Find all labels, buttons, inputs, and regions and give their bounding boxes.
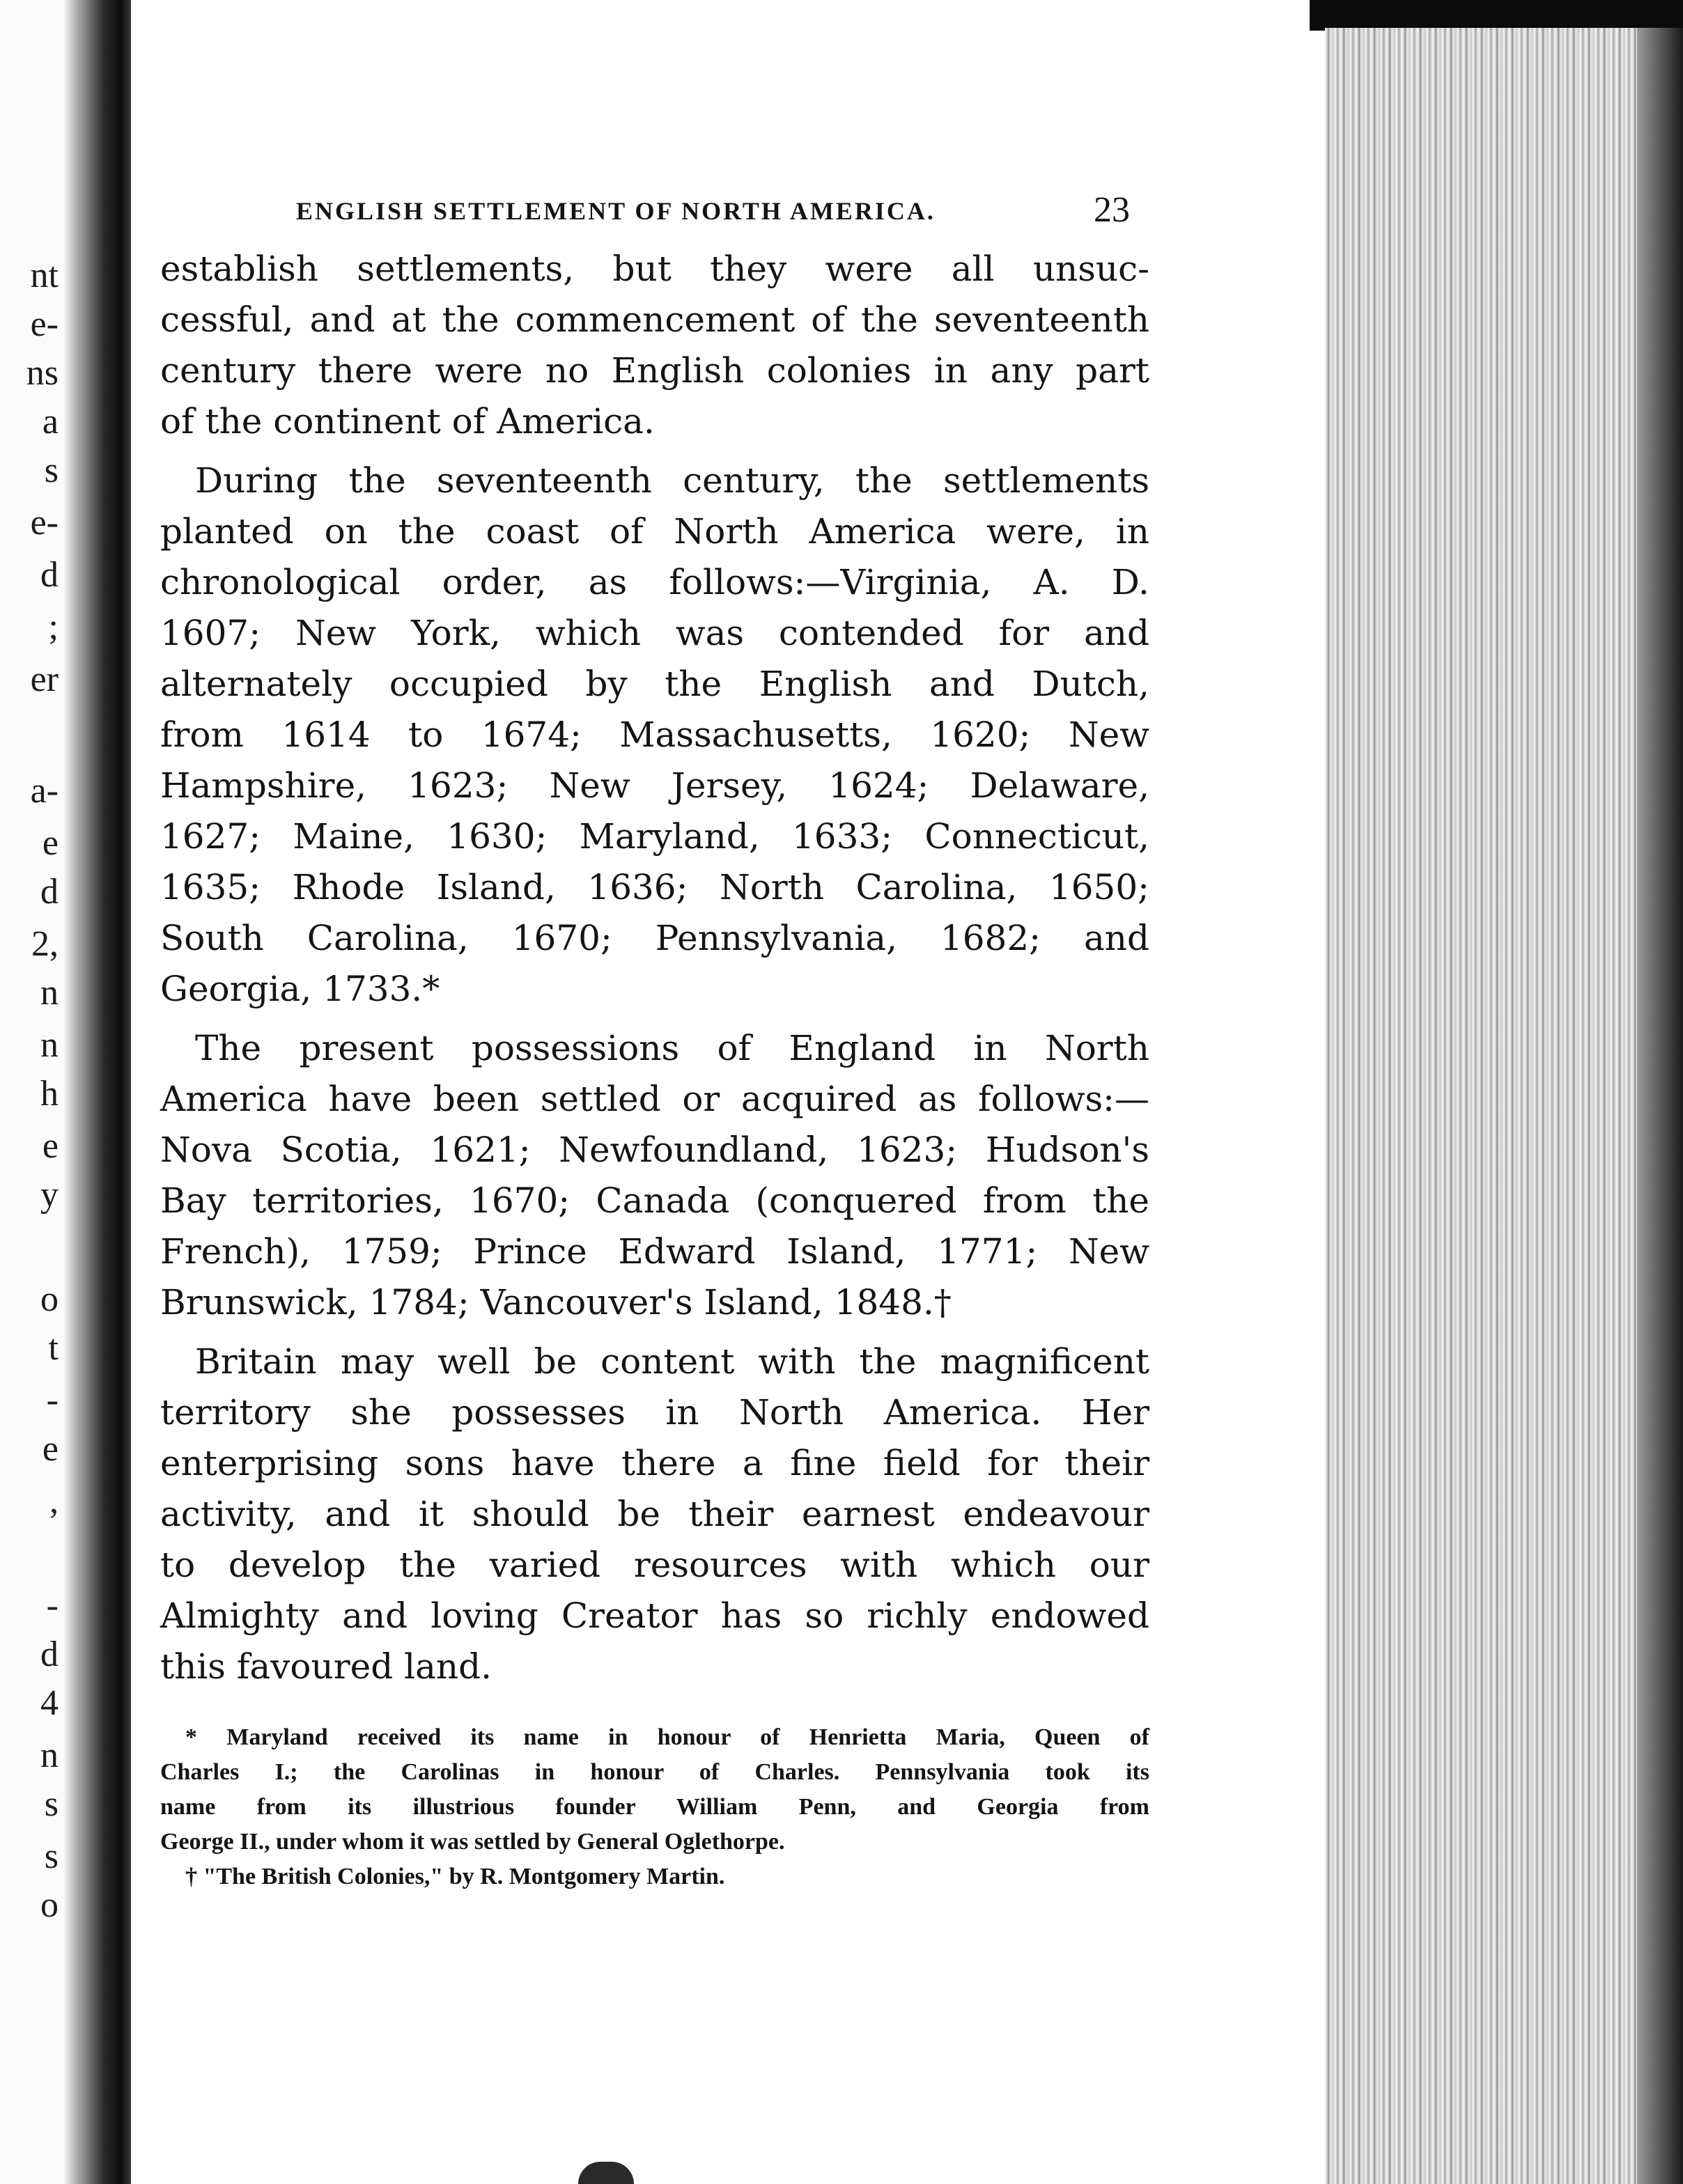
previous-page-fragment: er (30, 660, 59, 699)
running-title: ENGLISH SETTLEMENT OF NORTH AMERICA. (296, 197, 936, 225)
text-line: French), 1759; Prince Edward Island, 1771; New (160, 1231, 1149, 1272)
previous-page-fragment: , (49, 1481, 59, 1521)
text-line: During the seventeenth century, the settlements (195, 460, 1149, 501)
previous-page-fragment: nt (30, 256, 59, 295)
previous-page-fragment: - (46, 1586, 59, 1625)
text-line: from 1614 to 1674; Massachusetts, 1620; New (160, 715, 1149, 755)
book-edge-shadow (1637, 28, 1683, 2184)
text-line: Almighty and loving Creator has so richly endowed (160, 1596, 1149, 1636)
previous-page-fragment: d (40, 555, 59, 595)
text-line: Brunswick, 1784; Vancouver's Island, 1848.† (160, 1282, 952, 1323)
text-line: cessful, and at the commencement of the seventeenth (160, 299, 1149, 340)
previous-page-fragment: a (42, 402, 59, 442)
previous-page-fragment: s (44, 1836, 59, 1876)
page-edge-top-shadow (1310, 0, 1683, 31)
footnote (160, 1720, 1149, 1859)
text-line: The present possessions of England in North (195, 1028, 1149, 1068)
text-line: planted on the coast of North America were, in (160, 511, 1149, 552)
paragraph (160, 455, 1149, 1015)
previous-page-fragment: ns (26, 353, 59, 393)
book-page-edges (1325, 28, 1683, 2184)
previous-page-text-fragments (0, 0, 64, 2184)
footnote-line: Charles I.; the Carolinas in honour of Charles. Pennsylvania took its (160, 1759, 1149, 1785)
previous-page-fragment: a- (30, 771, 59, 811)
text-line: territory she possesses in North America. Her (160, 1392, 1149, 1433)
previous-page-fragment: d (40, 872, 59, 912)
text-line: alternately occupied by the English and Dutch, (160, 664, 1149, 704)
text-line: Britain may well be content with the magnificent (195, 1341, 1149, 1382)
previous-page-fragment: n (40, 973, 59, 1013)
text-line: 1627; Maine, 1630; Maryland, 1633; Connecticut, (160, 816, 1149, 857)
previous-page-fragment: n (40, 1025, 59, 1065)
previous-page-fragment: e (42, 823, 59, 863)
previous-page-fragment: s (44, 451, 59, 490)
previous-page-fragment: 2, (31, 924, 59, 964)
text-line: South Carolina, 1670; Pennsylvania, 1682; and (160, 918, 1149, 958)
footnote-line: * Maryland received its name in honour of Henrietta Maria, Queen of (185, 1724, 1149, 1750)
previous-page-fragment: - (46, 1380, 59, 1420)
text-line: of the continent of America. (160, 401, 655, 442)
text-line: Georgia, 1733.* (160, 969, 440, 1009)
previous-page-fragment: t (48, 1328, 59, 1368)
running-head (160, 181, 1149, 244)
previous-page-fragment: e- (30, 304, 59, 344)
body-text (160, 244, 1149, 1692)
text-line: Bay territories, 1670; Canada (conquered from the (160, 1180, 1149, 1221)
previous-page-fragment: e (42, 1429, 59, 1469)
previous-page-fragment: d (40, 1635, 59, 1674)
paragraph (160, 1023, 1149, 1328)
previous-page-fragment: n (40, 1736, 59, 1775)
text-line: this favoured land. (160, 1646, 493, 1687)
previous-page-fragment: o (40, 1279, 59, 1319)
previous-page-fragment: o (40, 1885, 59, 1925)
footnote-line: name from its illustrious founder William Penn, and Georgia from (160, 1794, 1149, 1820)
footnote-line: † "The British Colonies," by R. Montgomery Martin. (185, 1864, 725, 1889)
text-line: chronological order, as follows:—Virginia, A. D. (160, 562, 1149, 602)
footnote-line: George II., under whom it was settled by General Oglethorpe. (160, 1829, 785, 1855)
previous-page-fragment: s (44, 1784, 59, 1824)
text-line: 1635; Rhode Island, 1636; North Carolina, 1650; (160, 867, 1149, 907)
text-line: Nova Scotia, 1621; Newfoundland, 1623; Hudson's (160, 1130, 1149, 1170)
footnotes (160, 1720, 1149, 1894)
text-line: Hampshire, 1623; New Jersey, 1624; Delaware, (160, 765, 1149, 806)
paragraph (160, 1336, 1149, 1692)
previous-page-fragment: y (40, 1175, 59, 1215)
footnote (160, 1859, 1149, 1894)
text-line: America have been settled or acquired as follows:— (160, 1079, 1149, 1119)
text-line: activity, and it should be their earnest endeavour (160, 1494, 1149, 1534)
page-number: 23 (1094, 190, 1130, 230)
bottom-scan-artifact (578, 2162, 634, 2184)
paragraph (160, 244, 1149, 447)
text-line: century there were no English colonies in any part (160, 350, 1149, 391)
text-line: establish settlements, but they were all unsuc- (160, 249, 1149, 289)
previous-page-fragment: 4 (40, 1683, 59, 1723)
previous-page-fragment: ; (48, 607, 59, 647)
text-line: enterprising sons have there a fine field for their (160, 1443, 1149, 1483)
book-page (160, 181, 1149, 1894)
previous-page-fragment: h (40, 1074, 59, 1114)
previous-page-fragment: e- (30, 503, 59, 543)
previous-page-fragment: e (42, 1126, 59, 1166)
text-line: 1607; New York, which was contended for and (160, 613, 1149, 653)
text-line: to develop the varied resources with which our (160, 1545, 1149, 1585)
book-gutter-shadow (64, 0, 131, 2184)
